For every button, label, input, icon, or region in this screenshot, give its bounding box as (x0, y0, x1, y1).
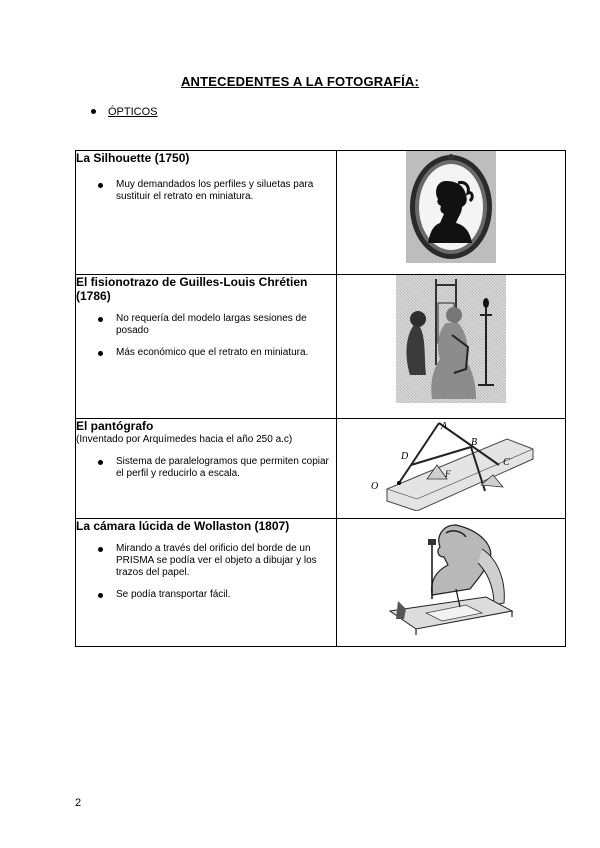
row-image-cell (337, 419, 566, 519)
row-heading: El fisionotrazo de Guilles-Louis Chrétien (1786) (76, 275, 308, 303)
row-heading: El pantógrafo (76, 419, 154, 433)
row-image-cell (337, 151, 566, 275)
diagram-label: A (441, 421, 448, 432)
camera-lucida-engraving-icon (386, 519, 516, 635)
table-row (76, 519, 566, 647)
row-text-cell (76, 275, 337, 419)
list-item: Se podía transportar fácil. (76, 589, 336, 601)
row-heading: La Silhouette (1750) (76, 151, 190, 165)
diagram-label: O (371, 481, 379, 492)
pantograph-diagram-icon (367, 419, 535, 511)
diagram-label: B (471, 437, 478, 448)
page-number: 2 (75, 797, 82, 809)
diagram-label: D (401, 451, 409, 462)
page-title: ANTECEDENTES A LA FOTOGRAFÍA: (180, 74, 420, 89)
bullet-dot (91, 109, 96, 114)
physionotrace-engraving-icon (396, 275, 506, 403)
row-image-cell (337, 275, 566, 419)
table-row (76, 275, 566, 419)
row-image-cell (337, 519, 566, 647)
row-text-cell (76, 419, 337, 519)
section-label: ÓPTICOS (108, 106, 158, 118)
table-row (76, 151, 566, 275)
silhouette-portrait-icon (406, 151, 496, 263)
section-bullet (91, 106, 158, 118)
row-heading: La cámara lúcida de Wollaston (1807) (76, 519, 290, 533)
table-row (76, 419, 566, 519)
antecedents-table (75, 150, 566, 647)
list-item: Muy demandados los perfiles y siluetas para sustituir el retrato en miniatura. (76, 179, 336, 203)
list-item: Más económico que el retrato en miniatura. (76, 347, 336, 359)
diagram-label: F (445, 469, 451, 479)
list-item: Mirando a través del orificio del borde de un PRISMA se podía ver el objeto a dibujar y los trazos del papel. (76, 543, 336, 579)
row-text-cell (76, 519, 337, 647)
list-item: Sistema de paralelogramos que permiten copiar el perfil y reducirlo a escala. (76, 456, 336, 480)
row-subheading: (Inventado por Arquímedes hacia el año 250 a.c) (76, 434, 293, 445)
diagram-label: C (503, 457, 510, 468)
row-text-cell (76, 151, 337, 275)
list-item: No requería del modelo largas sesiones de posado (76, 313, 336, 337)
